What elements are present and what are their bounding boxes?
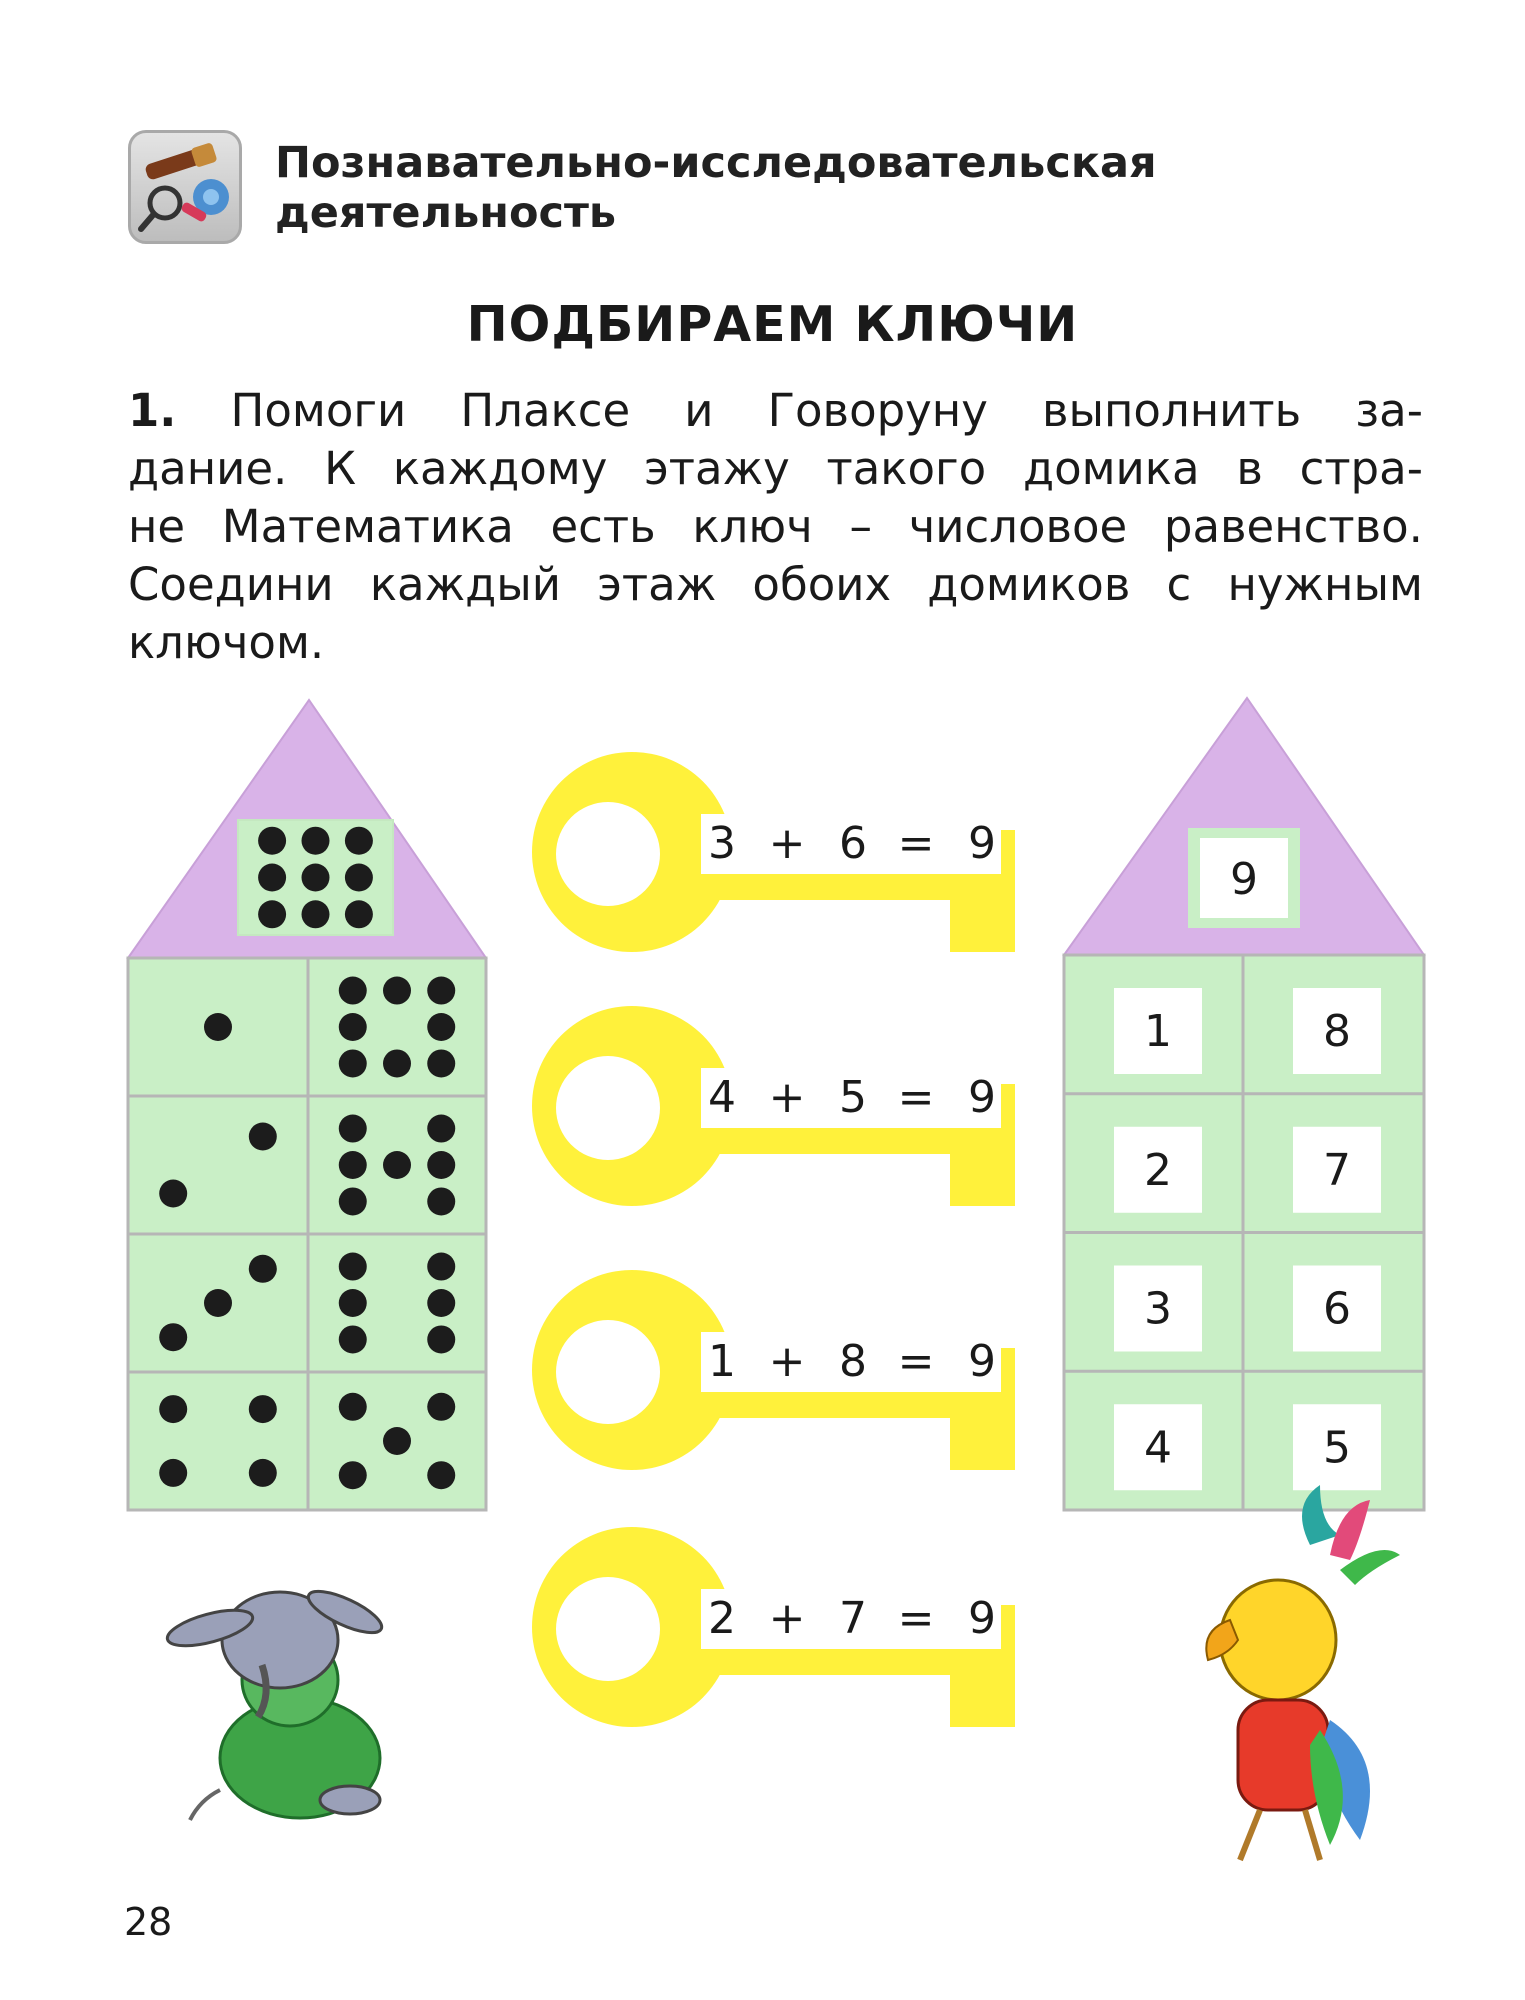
task-word: равенство.: [1163, 500, 1423, 553]
dot: [249, 1459, 277, 1487]
task-word: Плаксе: [460, 384, 631, 437]
task-word: ключ: [692, 500, 813, 553]
dot: [345, 864, 373, 892]
key-bit: [950, 872, 1015, 952]
dot: [383, 1151, 411, 1179]
dot: [427, 977, 455, 1005]
equation-part: 2: [708, 1593, 736, 1644]
equation-part: =: [897, 1072, 935, 1123]
tail: [190, 1790, 220, 1820]
dot: [383, 1427, 411, 1455]
floor-number: 3: [1144, 1283, 1172, 1335]
equation-part: 7: [839, 1593, 867, 1644]
donkey-character: [164, 1583, 387, 1820]
task-word: Говоруну: [767, 384, 988, 437]
equation-part: =: [897, 1593, 935, 1644]
dot: [249, 1395, 277, 1423]
dot: [258, 827, 286, 855]
key-bit: [950, 1390, 1015, 1470]
floor-number: 5: [1323, 1422, 1351, 1474]
dot: [427, 1253, 455, 1281]
dot: [383, 977, 411, 1005]
task-word: домиков: [927, 558, 1131, 611]
key: [532, 752, 1015, 952]
equation-part: 9: [968, 1336, 996, 1387]
floor-number: 1: [1144, 1006, 1172, 1057]
dot: [339, 1393, 367, 1421]
key: [532, 1270, 1015, 1470]
task-word: этаж: [597, 558, 717, 611]
equation-part: 9: [968, 1593, 996, 1644]
dot: [159, 1180, 187, 1208]
dot: [339, 1289, 367, 1317]
equation-part: 3: [708, 818, 736, 869]
equation-part: 8: [839, 1336, 867, 1387]
dot: [339, 1013, 367, 1041]
task-word: каждому: [392, 442, 608, 495]
key: [532, 1006, 1015, 1206]
equation-part: +: [768, 1336, 806, 1387]
dot: [427, 1049, 455, 1077]
task-word: не: [128, 500, 186, 553]
task-word: Математика: [221, 500, 514, 553]
dot: [427, 1151, 455, 1179]
task-word: дание.: [128, 442, 288, 495]
equation-part: +: [768, 1072, 806, 1123]
dot: [159, 1395, 187, 1423]
dot: [204, 1289, 232, 1317]
dot: [427, 1187, 455, 1215]
task-word: этажу: [644, 442, 790, 495]
floor-number: 7: [1323, 1144, 1351, 1196]
dot: [339, 1253, 367, 1281]
dot: [204, 1013, 232, 1041]
key-hole: [556, 1056, 660, 1160]
dot: [339, 977, 367, 1005]
task-word: такого: [826, 442, 987, 495]
task-word: Помоги: [230, 384, 407, 437]
dot: [339, 1049, 367, 1077]
task-number: 1.: [128, 384, 177, 437]
dot: [383, 1049, 411, 1077]
task-word: Соедини: [128, 558, 334, 611]
task-word: К: [324, 442, 357, 495]
key-hole: [556, 1320, 660, 1424]
dot: [249, 1123, 277, 1151]
dot: [339, 1187, 367, 1215]
dot: [427, 1461, 455, 1489]
task-word: числовое: [908, 500, 1128, 553]
parrot-character: [1206, 1485, 1400, 1860]
task-word: выполнить: [1041, 384, 1302, 437]
left-house: [128, 700, 486, 1510]
dot: [427, 1013, 455, 1041]
equation-part: =: [897, 1336, 935, 1387]
floor-number: 2: [1144, 1144, 1172, 1196]
section-title-line1: Познавательно-исследовательская: [275, 138, 1157, 188]
dot: [345, 900, 373, 928]
equation-part: 4: [708, 1072, 736, 1123]
dot: [249, 1255, 277, 1283]
floor-number: 4: [1144, 1422, 1172, 1474]
key-bit: [950, 1647, 1015, 1727]
dot: [339, 1461, 367, 1489]
key: [532, 1527, 1015, 1727]
key-hole: [556, 1577, 660, 1681]
task-word: каждый: [369, 558, 562, 611]
key-bit: [950, 1126, 1015, 1206]
leg: [1305, 1810, 1320, 1860]
equation-part: =: [897, 818, 935, 869]
dot: [427, 1325, 455, 1353]
dot: [427, 1115, 455, 1143]
dot: [339, 1115, 367, 1143]
dot: [258, 900, 286, 928]
dot: [345, 827, 373, 855]
equation-part: 6: [839, 818, 867, 869]
dot: [339, 1151, 367, 1179]
dot: [427, 1289, 455, 1317]
page-heading: ПОДБИРАЕМ КЛЮЧИ: [466, 296, 1079, 353]
equation-part: 9: [968, 1072, 996, 1123]
hoof: [320, 1786, 380, 1814]
leg: [1240, 1810, 1260, 1860]
roof-number: 9: [1230, 854, 1258, 905]
dot: [339, 1325, 367, 1353]
equation-part: +: [768, 1593, 806, 1644]
equation-part: +: [768, 818, 806, 869]
floor-number: 8: [1323, 1006, 1351, 1057]
task-word: ключом.: [128, 616, 325, 669]
task-word: и: [684, 384, 714, 437]
dot: [159, 1323, 187, 1351]
equation-part: 1: [708, 1336, 736, 1387]
dot: [258, 864, 286, 892]
task-word: домика: [1022, 442, 1200, 495]
dot: [427, 1393, 455, 1421]
equation-part: 9: [968, 818, 996, 869]
dot: [159, 1459, 187, 1487]
dot: [302, 827, 330, 855]
task-word: в: [1236, 442, 1263, 495]
floor-number: 6: [1323, 1283, 1351, 1335]
right-house: [1064, 698, 1424, 1510]
task-word: –: [849, 500, 872, 553]
dot: [302, 864, 330, 892]
equation-part: 5: [839, 1072, 867, 1123]
task-word: за-: [1355, 384, 1423, 437]
dot: [302, 900, 330, 928]
task-word: стра-: [1299, 442, 1423, 495]
task-word: обоих: [752, 558, 892, 611]
task-word: с: [1166, 558, 1192, 611]
task-word: есть: [550, 500, 656, 553]
key-hole: [556, 802, 660, 906]
task-word: нужным: [1227, 558, 1423, 611]
page-number: 28: [124, 1900, 173, 1944]
section-title-line2: деятельность: [275, 188, 617, 238]
